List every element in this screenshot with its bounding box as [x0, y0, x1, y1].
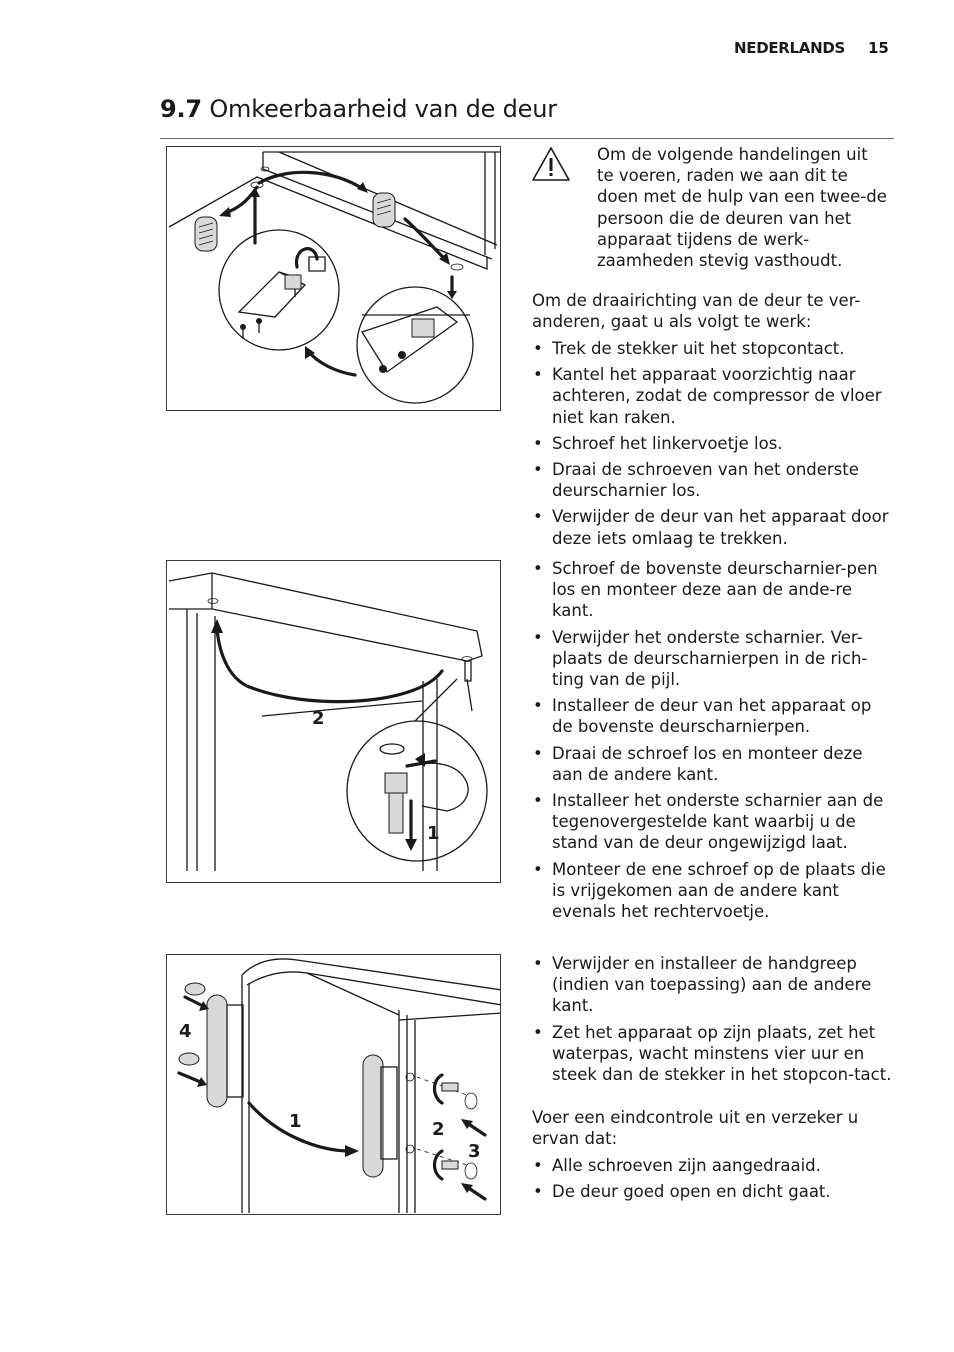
final-check-intro: Voer een eindcontrole uit en verzeker u ervan dat:: [532, 1108, 859, 1149]
list-item: • Trek de stekker uit het stopcontact.: [532, 338, 892, 359]
steps-list-2: [532, 558, 892, 927]
list-item: • Installeer de deur van het apparaat op de bovenste deurscharnierpen.: [532, 695, 892, 737]
list-item: • Kantel het apparaat voorzichtig naar achteren, zodat de compressor de vloer niet kan raken.: [532, 364, 892, 428]
list-item: • Schroef het linkervoetje los.: [532, 433, 892, 454]
list-item: • Schroef de bovenste deurscharnier-pen los en monteer deze aan de ande-re kant.: [532, 558, 892, 622]
figure-3-label-c: 2: [432, 1119, 445, 1140]
figure-3-label-d: 3: [468, 1141, 481, 1162]
figure-handle-swap: [166, 954, 501, 1215]
list-item: • Draai de schroef los en monteer deze aan de andere kant.: [532, 743, 892, 785]
list-item: • Verwijder het onderste scharnier. Ver-plaats de deurscharnierpen in de rich-ting van de pijl.: [532, 627, 892, 691]
intro-paragraph: Om de draairichting van de deur te ver-anderen, gaat u als volgt te werk:: [532, 291, 861, 332]
figure-2-label-b: 1: [427, 823, 440, 844]
list-item: • Alle schroeven zijn aangedraaid.: [532, 1155, 892, 1176]
warning-text: Om de volgende handelingen uit te voeren, raden we aan dit te doen met de hulp van een twee-de persoon die de deuren van het apparaat tijdens de werk-zaamheden stevig vasthoudt.: [597, 145, 887, 271]
section-divider: [160, 138, 894, 139]
warning-triangle-icon: [531, 146, 571, 182]
page-number: 15: [868, 39, 889, 57]
final-checks-list: [532, 1155, 892, 1207]
figure-3-label-b: 1: [289, 1111, 302, 1132]
list-item: • Zet het apparaat op zijn plaats, zet het waterpas, wacht minstens vier uur en steek dan de stekker in het stopcon-tact.: [532, 1022, 892, 1086]
figure-hinge-removal: [166, 146, 501, 411]
list-item: • Monteer de ene schroef op de plaats die is vrijgekomen aan de andere kant evenals het rechtervoetje.: [532, 859, 892, 923]
list-item: • Draai de schroeven van het onderste deurscharnier los.: [532, 459, 892, 501]
figure-3-label-a: 4: [179, 1021, 192, 1042]
steps-list-3: [532, 953, 892, 1090]
list-item: • Installeer het onderste scharnier aan de tegenovergestelde kant waarbij u de stand van de deur ongewijzigd laat.: [532, 790, 892, 854]
header-language: NEDERLANDS: [734, 39, 846, 57]
section-number: 9.7: [160, 95, 202, 123]
section-title: [160, 95, 557, 123]
list-item: • Verwijder en installeer de handgreep (indien van toepassing) aan de andere kant.: [532, 953, 892, 1017]
section-title-text: Omkeerbaarheid van de deur: [209, 95, 557, 123]
list-item: • Verwijder de deur van het apparaat door deze iets omlaag te trekken.: [532, 506, 892, 548]
steps-list-1: [532, 338, 892, 554]
list-item: • De deur goed open en dicht gaat.: [532, 1181, 892, 1202]
figure-2-label-a: 2: [312, 708, 325, 729]
figure-door-pin: [166, 560, 501, 883]
